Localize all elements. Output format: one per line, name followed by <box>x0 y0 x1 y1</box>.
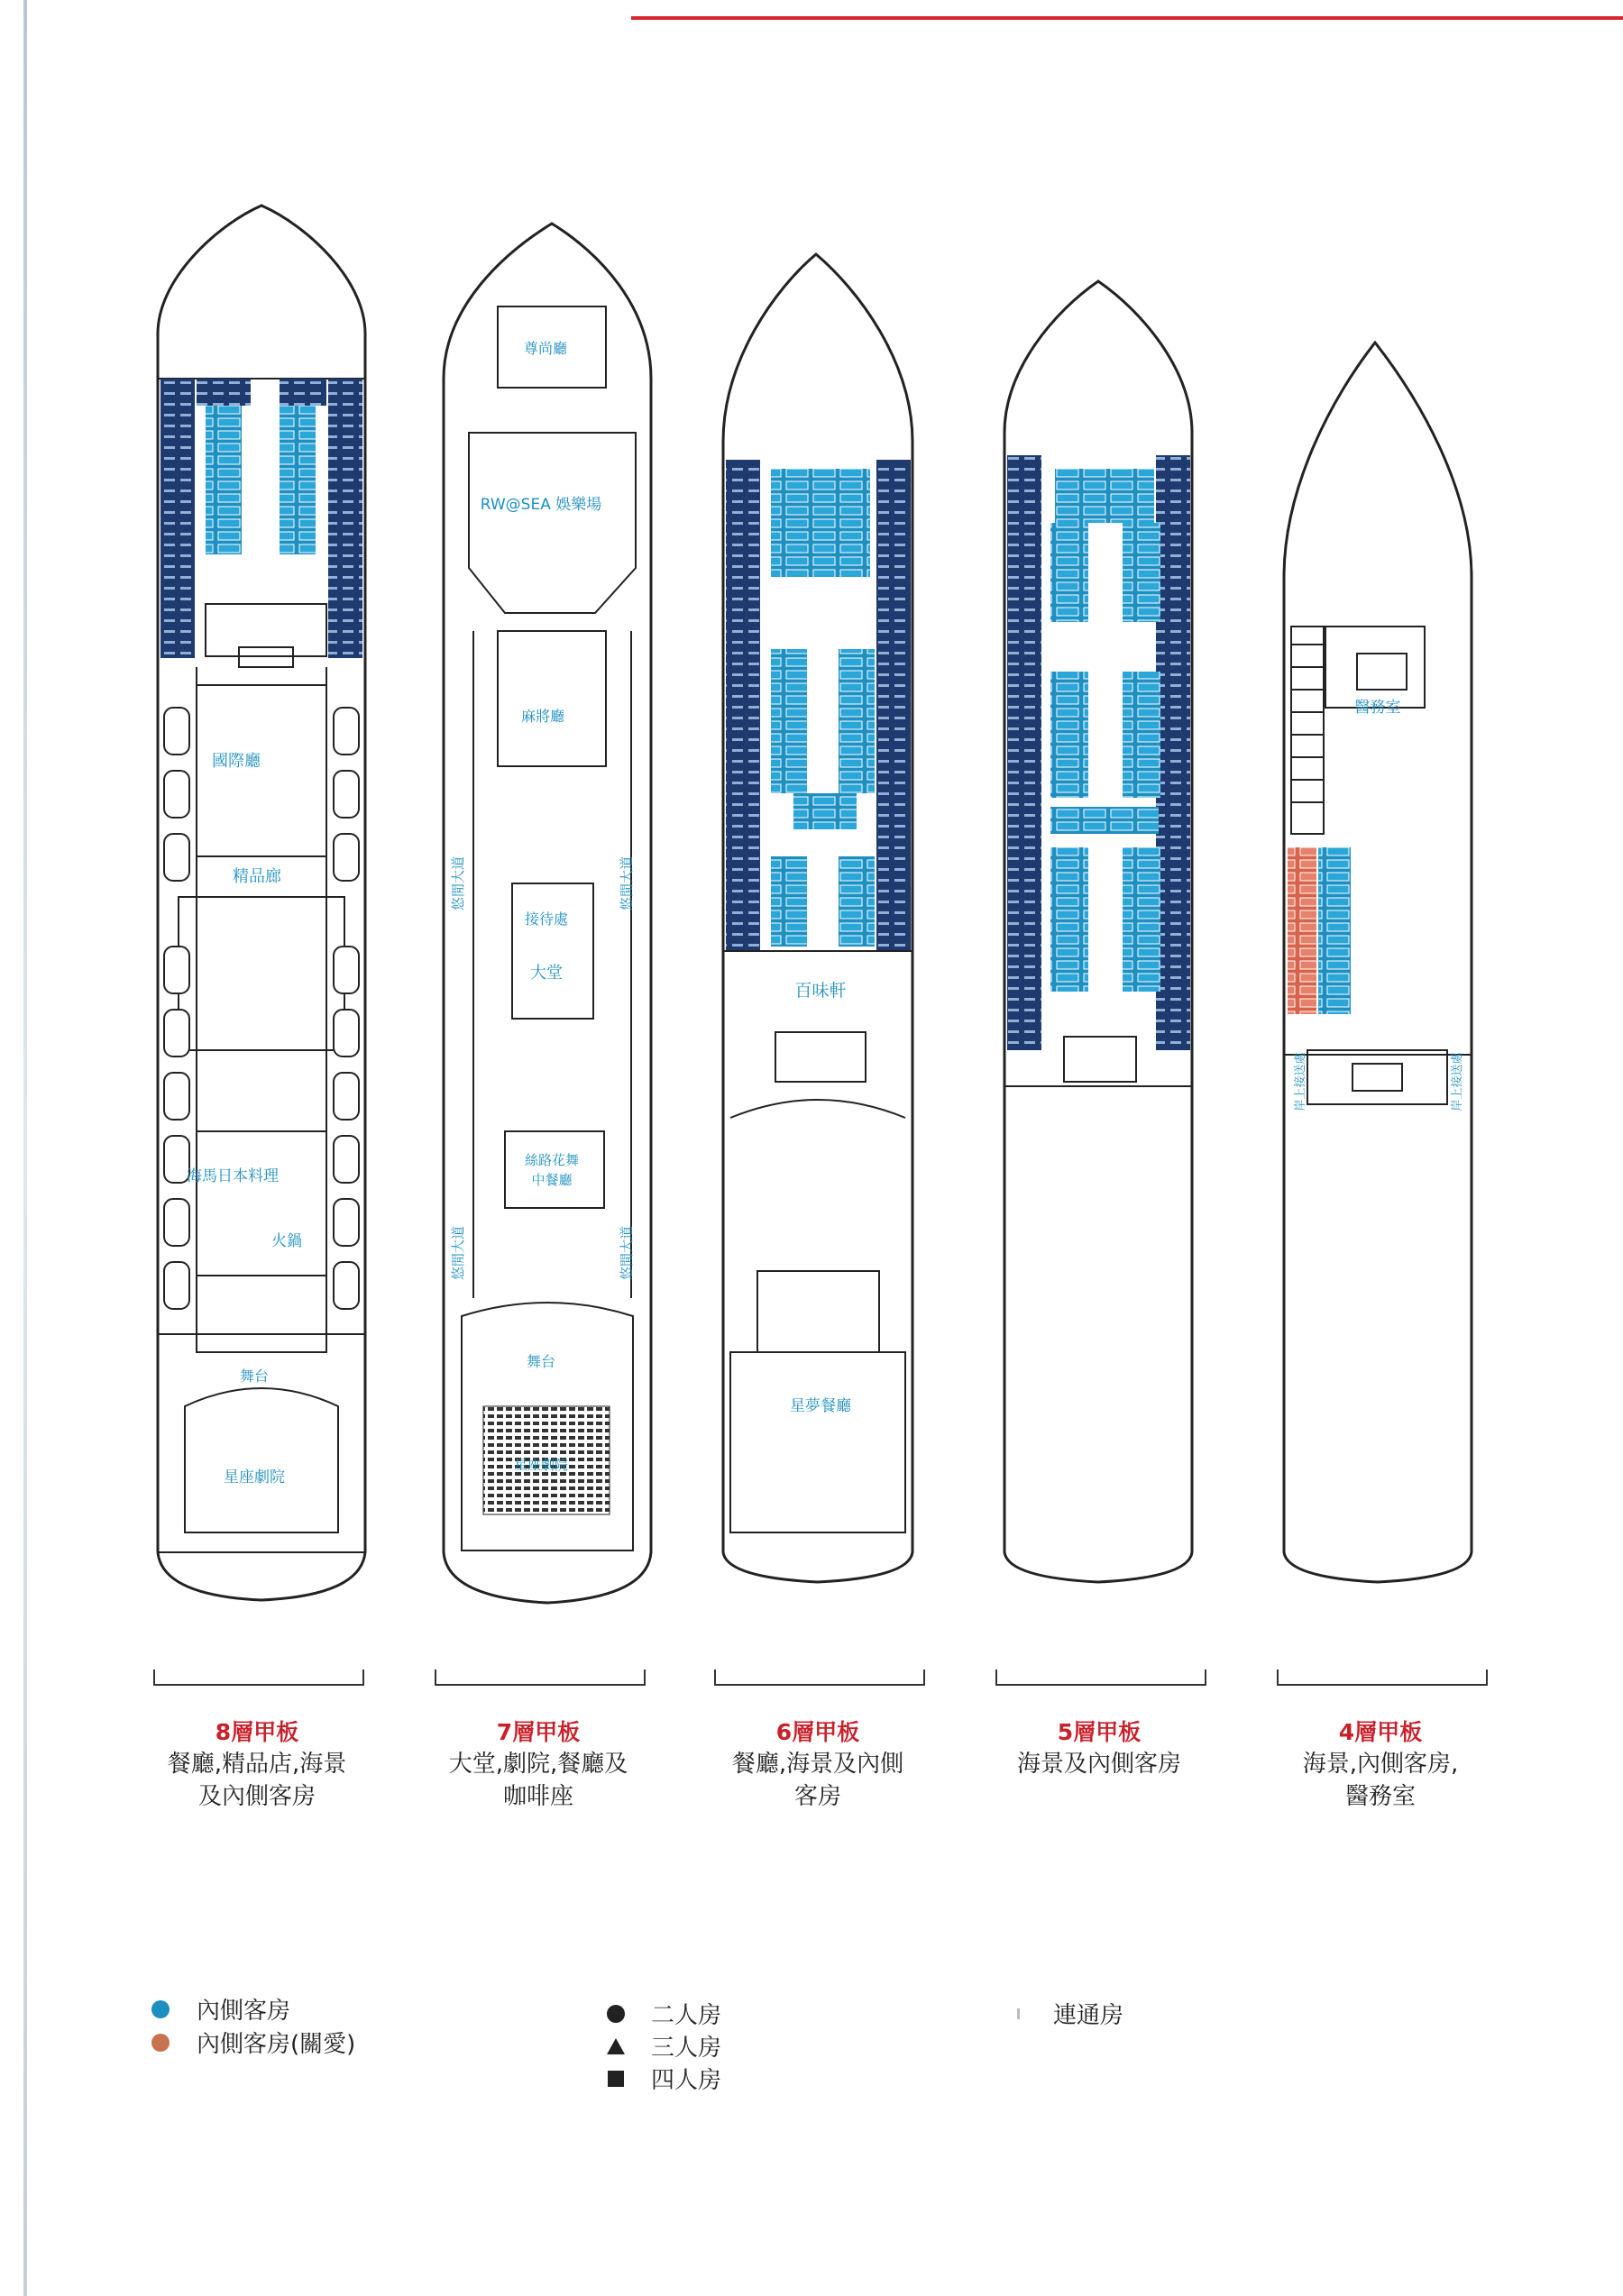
deck-4-plan <box>1284 343 1472 1582</box>
deck7-stage-label: 舞台 <box>526 1353 556 1370</box>
deck8-boutique-label: 精品廊 <box>233 867 281 886</box>
deck-8-plan <box>158 206 365 1600</box>
inner-cabin-dot-icon <box>151 2000 170 2018</box>
deck7-reception-label: 接待處 <box>524 910 569 928</box>
deck-5-bracket <box>995 1669 1206 1686</box>
deck-5-desc-1: 海景及內側客房 <box>1016 1751 1181 1778</box>
connecting-room-icon <box>1008 2004 1028 2024</box>
deck-5-caption <box>964 1717 1234 1780</box>
deck8-theatre-label: 星座劇院 <box>224 1468 285 1486</box>
deck-7-desc-1: 大堂,劇院,餐廳及 <box>448 1751 628 1778</box>
legend-two-person <box>606 1997 721 2030</box>
legend-inner-cabin <box>151 1992 290 2026</box>
deck-8-title: 8層甲板 <box>215 1719 299 1745</box>
legend-four-label: 四人房 <box>651 2067 722 2094</box>
deck-6-desc-1: 餐廳,海景及內側 <box>731 1751 904 1778</box>
deck7-prom-label-1: 悠閒大道 <box>450 855 466 911</box>
deck-6-title: 6層甲板 <box>775 1719 860 1745</box>
circle-icon <box>606 2004 626 2024</box>
deck8-hotpot-label: 火鍋 <box>271 1232 302 1250</box>
deck7-silk2-label: 中餐廳 <box>531 1172 573 1188</box>
legend-three-person <box>606 2029 721 2063</box>
deck-4-desc-2: 醫務室 <box>1344 1783 1416 1810</box>
deck-4-title: 4層甲板 <box>1338 1719 1423 1745</box>
deck8-stage-label: 舞台 <box>239 1368 270 1385</box>
deck-7-plan <box>444 224 651 1603</box>
deck-7-desc-2: 咖啡座 <box>502 1783 573 1810</box>
deck-5-plan <box>1004 281 1192 1582</box>
deck6-baiwei-label: 百味軒 <box>794 981 847 1001</box>
deck-8-bracket <box>153 1669 364 1686</box>
deck6-xingmeng-label: 星夢餐廳 <box>790 1397 851 1415</box>
deck4-transfer-label-2: 岸上接送處 <box>1451 1052 1464 1111</box>
deck-6-caption <box>683 1717 953 1813</box>
deck-4-bracket <box>1277 1669 1488 1686</box>
deck-6-desc-2: 客房 <box>793 1783 841 1810</box>
deck7-theatre-label: 星座劇院 <box>513 1457 569 1473</box>
deck7-lobby-label: 大堂 <box>530 964 563 983</box>
deck-7-bracket <box>435 1669 646 1686</box>
deck-6-bracket <box>714 1669 925 1686</box>
legend-four-person <box>606 2062 721 2095</box>
deck4-medical-label: 醫務室 <box>1354 699 1401 717</box>
legend-inner-care-label: 內側客房(關愛) <box>197 2031 356 2058</box>
legend-inner-care-cabin <box>151 2026 355 2059</box>
legend-inner-label: 內側客房 <box>197 1998 291 2025</box>
deck7-vip-label: 尊尚廳 <box>523 340 568 357</box>
deck-4-desc-1: 海景,內側客房, <box>1302 1751 1459 1778</box>
deck7-prom-label-4: 悠閒大道 <box>619 1225 635 1281</box>
deck7-mahjong-label: 麻將廳 <box>520 708 565 725</box>
legend-connecting <box>1008 1997 1123 2030</box>
legend-two-label: 二人房 <box>651 2002 722 2029</box>
care-cabin-dot-icon <box>151 2034 170 2052</box>
deck7-silk-label: 絲路花舞 <box>524 1152 580 1168</box>
square-icon <box>606 2069 626 2089</box>
deck-7-caption <box>403 1717 674 1813</box>
deck8-japanese-label: 海馬日本料理 <box>187 1167 279 1185</box>
legend-connect-label: 連通房 <box>1053 2002 1124 2029</box>
deck-8-desc-1: 餐廳,精品店,海景 <box>167 1751 347 1778</box>
deck-8-desc-2: 及內側客房 <box>197 1783 316 1810</box>
legend-three-label: 三人房 <box>651 2035 722 2062</box>
triangle-icon <box>606 2036 626 2056</box>
deck-8-caption <box>122 1717 392 1813</box>
deck4-transfer-label-1: 岸上接送處 <box>1294 1052 1307 1111</box>
deck-6-plan <box>723 254 912 1582</box>
deck7-prom-label-2: 悠閒大道 <box>619 855 635 911</box>
deck7-rw-label: RW@SEA 娛樂場 <box>480 496 602 514</box>
deck-7-title: 7層甲板 <box>496 1719 581 1745</box>
deck-5-title: 5層甲板 <box>1057 1719 1142 1745</box>
deck7-prom-label-3: 悠閒大道 <box>450 1225 466 1281</box>
deck-4-caption <box>1245 1717 1516 1813</box>
deck8-international-label: 國際廳 <box>212 752 261 771</box>
